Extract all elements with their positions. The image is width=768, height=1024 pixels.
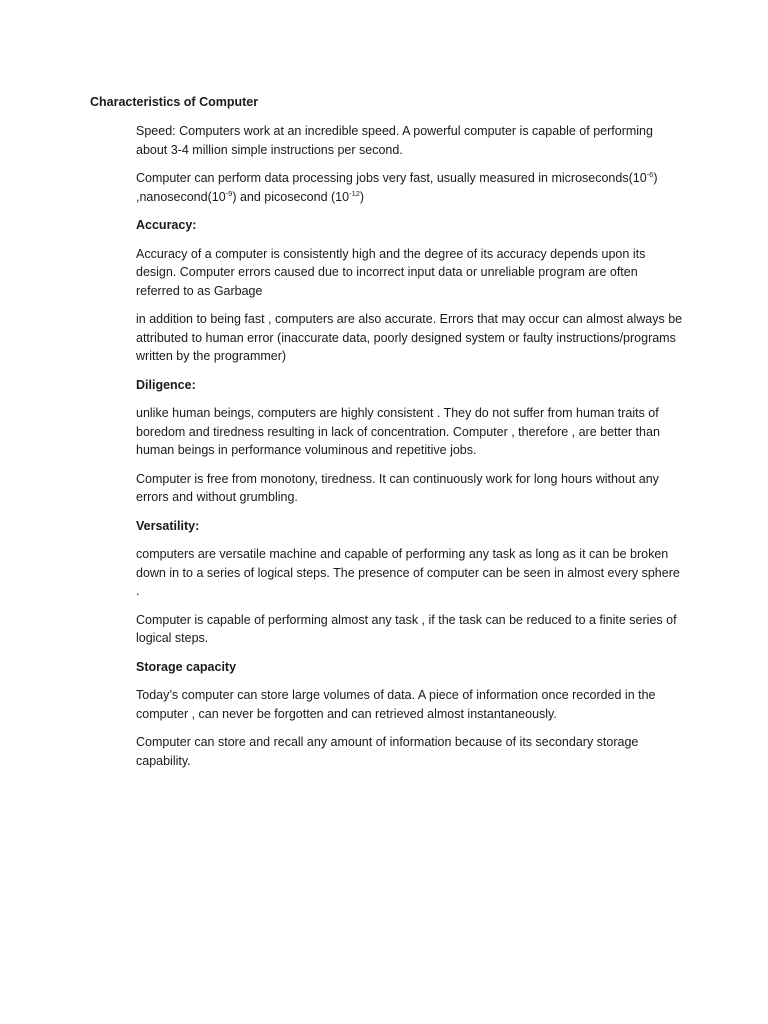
document-body [136,122,684,780]
exponent-pico: -12 [349,188,360,198]
exponent-micro: -6 [646,169,654,179]
document-title: Characteristics of Computer [90,95,259,109]
exponent-nano: -9 [225,188,233,198]
diligence-heading: Diligence: [136,377,196,392]
speed-paragraph-2 [136,169,684,206]
speed-text-d: ) [359,189,365,204]
speed-text-b: ) ,nanosecond(10 [136,171,658,204]
speed-text-c: ) and picosecond (10 [232,189,350,204]
versatility-heading: Versatility: [136,518,200,533]
accuracy-paragraph-2: in addition to being fast , computers are also accurate. Errors that may occur can almost always be attributed to human error (inaccurate data, poorly designed system or faulty instructions/programs written by the programmer) [136,312,683,363]
diligence-paragraph-2: Computer is free from monotony, tiredness. It can continuously work for long hours without any errors and without grumbling. [136,471,659,504]
versatility-paragraph-1: computers are versatile machine and capable of performing any task as long as it can be broken down in to a series of logical steps. The presence of computer can be seen in almost every sphere . [136,547,680,598]
storage-paragraph-2: Computer can store and recall any amount of information because of its secondary storage capability. [136,735,639,768]
speed-paragraph-1: Speed: Computers work at an incredible speed. A powerful computer is capable of performing about 3-4 million simple instructions per second. [136,124,653,157]
storage-paragraph-1: Today’s computer can store large volumes of data. A piece of information once recorded in the computer , can never be forgotten and can retrieved almost instantaneously. [136,688,656,721]
accuracy-heading: Accuracy: [136,218,197,232]
storage-heading: Storage capacity [136,659,237,674]
diligence-paragraph-1: unlike human beings, computers are highly consistent . They do not suffer from human traits of boredom and tiredness resulting in lack of concentration. Computer , therefore , are better than human beings in performance voluminous and repetitive jobs. [136,406,660,457]
speed-text-a: Computer can perform data processing jobs very fast, usually measured in microseconds(10 [136,171,647,185]
versatility-paragraph-2: Computer is capable of performing almost any task , if the task can be reduced to a finite series of logical steps. [136,612,677,645]
accuracy-paragraph-1: Accuracy of a computer is consistently high and the degree of its accuracy depends upon its design. Computer errors caused due to incorrect input data or unreliable program are often referred to as Garbage [136,246,646,298]
